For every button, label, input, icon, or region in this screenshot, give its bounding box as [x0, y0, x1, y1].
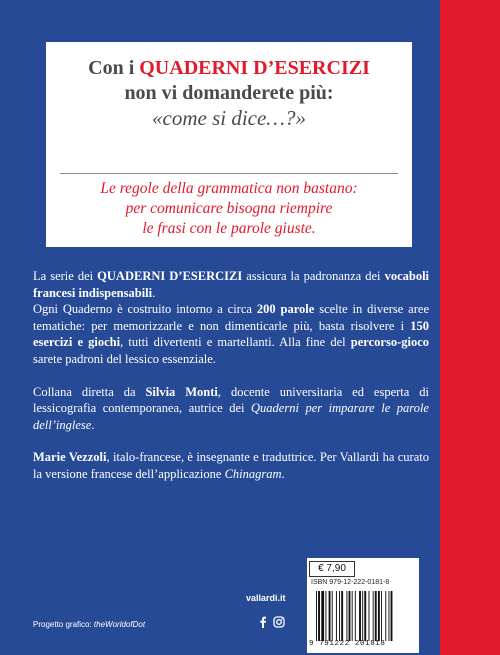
instagram-icon[interactable] [273, 616, 285, 628]
design-credit: Progetto grafico: theWorldofDot [33, 620, 146, 629]
back-cover-description [33, 268, 429, 499]
card-divider [60, 173, 398, 174]
headline-quote: «come si dice…?» [152, 106, 306, 130]
tagline-line: Le regole della grammatica non bastano: [100, 180, 358, 197]
quote-card [46, 42, 412, 247]
headline-prefix: Con i [88, 57, 140, 79]
facebook-icon[interactable] [259, 616, 267, 628]
author-paragraph: Marie Vezzoli, italo-francese, è insegnante e traduttrice. Per Vallardi ha curato la versione francese dell’applicazione Chinagram. [33, 450, 429, 481]
description-paragraph: Ogni Quaderno è costruito intorno a circa 200 parole scelte in diverse aree tematiche: per memorizzarle e non dimenticarle più, basta risolvere i 150 esercizi e giochi, tutti divertenti e martellanti. Alla fine del percorso-gioco sarete padroni del lessico essenziale. [33, 302, 429, 366]
price-label: € 7,90 [309, 561, 355, 577]
editor-paragraph: Collana diretta da Silvia Monti, docente universitaria ed esperta di lessicografia contemporanea, autrice dei Quaderni per imparare le parole dell’inglese. [33, 384, 429, 432]
tagline-line: per comunicare bisogna riempire [125, 200, 333, 217]
red-spine [440, 0, 500, 655]
barcode-panel [307, 558, 419, 653]
social-icons [259, 616, 285, 628]
headline-line2: non vi domanderete più: [124, 82, 334, 104]
headline-series-name: QUADERNI D’ESERCIZI [139, 57, 370, 79]
card-headline [46, 56, 412, 131]
description-paragraph: La serie dei QUADERNI D’ESERCIZI assicura la padronanza dei vocaboli francesi indispensabili. [33, 269, 430, 300]
publisher-website[interactable]: vallardi.it [246, 593, 286, 603]
barcode-digits: 9 791222 201818 [309, 640, 386, 648]
isbn-text: ISBN 979-12-222-0181-8 [311, 579, 390, 586]
tagline-line: le frasi con le parole giuste. [142, 220, 316, 237]
barcode-icon [315, 591, 413, 641]
card-tagline [46, 179, 412, 239]
